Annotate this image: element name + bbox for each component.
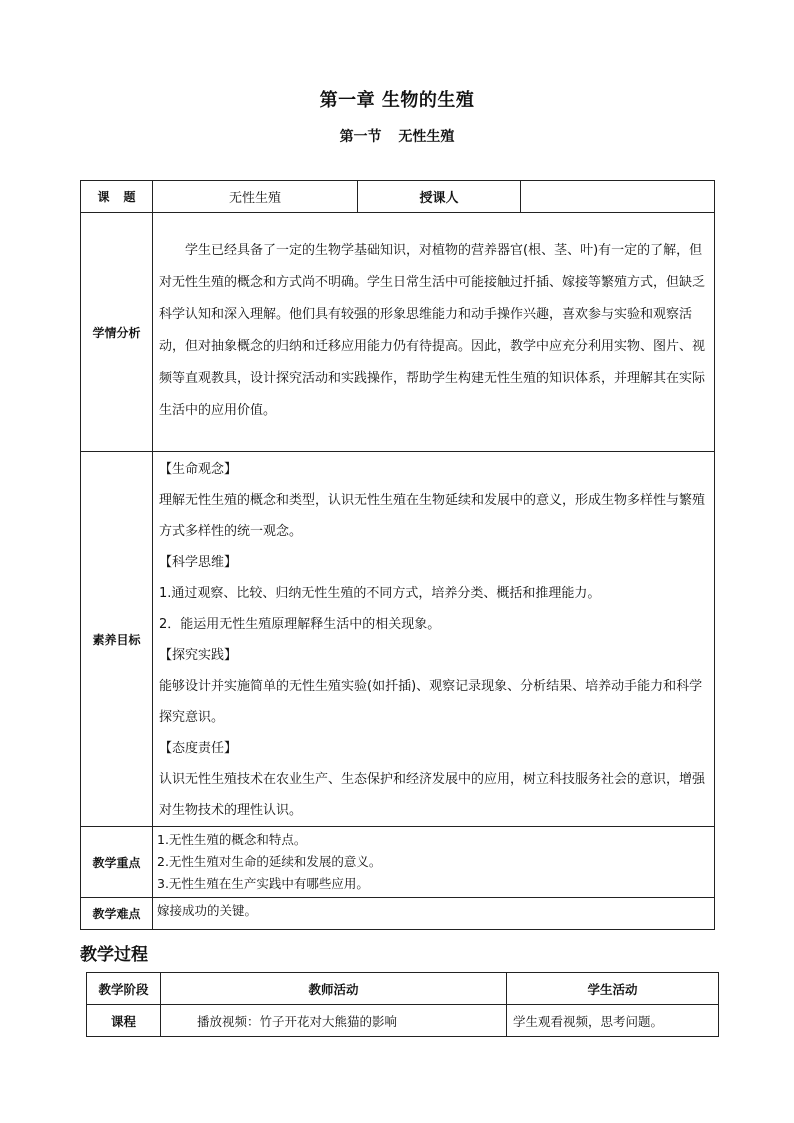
chapter-title: 第一章 生物的生殖 [319, 90, 475, 111]
teacher-activity-cell: 播放视频：竹子开花对大熊猫的影响 [161, 1005, 507, 1037]
analysis-label: 学情分析 [81, 213, 153, 452]
goal-line: 1.通过观察、比较、归纳无性生殖的不同方式，培养分类、概括和推理能力。 [159, 586, 601, 601]
goal-line: 2．能运用无性生殖原理解释生活中的相关现象。 [159, 617, 441, 632]
goal-heading: 【生命观念】 [159, 462, 238, 477]
goals-content [153, 452, 715, 827]
table-row [87, 1005, 719, 1037]
goal-heading: 【探究实践】 [159, 648, 238, 663]
goal-line: 认识无性生殖技术在农业生产、生态保护和经济发展中的应用，树立科技服务社会的意识，增强对生物技术的理性认识。 [159, 772, 706, 818]
key-point-item: 1.无性生殖的概念和特点。 [157, 832, 307, 847]
student-activity-cell: 学生观看视频，思考问题。 [507, 1005, 719, 1037]
process-table [86, 972, 719, 1037]
section-title: 第一节 无性生殖 [339, 129, 455, 145]
goal-heading: 【态度责任】 [159, 741, 238, 756]
column-header: 教师活动 [161, 973, 507, 1005]
key-points-label: 教学重点 [81, 827, 153, 898]
difficulty-label: 教学难点 [81, 898, 153, 930]
lesson-plan-table [80, 180, 715, 930]
key-points-content [153, 827, 715, 898]
key-point-item: 3.无性生殖在生产实践中有哪些应用。 [157, 876, 369, 891]
goal-line: 能够设计并实施简单的无性生殖实验(如扦插)、观察记录现象、分析结果、培养动手能力和科学探究意识。 [159, 679, 703, 725]
goal-heading: 【科学思维】 [159, 555, 238, 570]
difficulty-content: 嫁接成功的关键。 [153, 898, 715, 930]
goals-label: 素养目标 [81, 452, 153, 827]
teacher-value [521, 181, 715, 213]
stage-cell: 课程 [87, 1005, 161, 1037]
topic-value: 无性生殖 [153, 181, 358, 213]
teacher-label: 授课人 [358, 181, 521, 213]
goal-line: 理解无性生殖的概念和类型，认识无性生殖在生物延续和发展中的意义，形成生物多样性与繁殖方式多样性的统一观念。 [159, 493, 706, 539]
analysis-text: 学生已经具备了一定的生物学基础知识，对植物的营养器官(根、茎、叶)有一定的了解，但对无性生殖的概念和方式尚不明确。学生日常生活中可能接触过扦插、嫁接等繁殖方式，但缺乏科学认知和深入理解。他们具有较强的形象思维能力和动手操作兴趣，喜欢参与实验和观察活动，但对抽象概念的归纳和迁移应用能力仍有待提高。因此，教学中应充分利用实物、图片、视频等直观教具，设计探究活动和实践操作，帮助学生构建无性生殖的知识体系，并理解其在实际生活中的应用价值。 [153, 213, 715, 452]
column-header: 学生活动 [507, 973, 719, 1005]
key-point-item: 2.无性生殖对生命的延续和发展的意义。 [157, 854, 382, 869]
process-heading: 教学过程 [80, 945, 148, 965]
topic-label: 课题 [81, 181, 153, 213]
column-header: 教学阶段 [87, 973, 161, 1005]
